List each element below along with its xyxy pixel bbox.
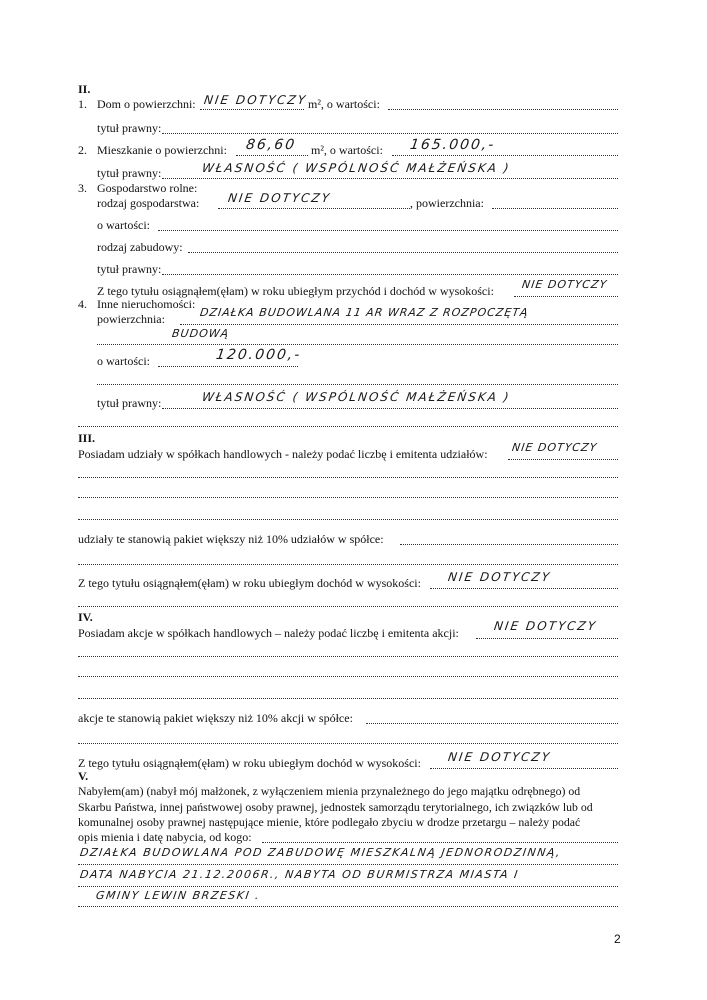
other-area-label: powierzchnia:: [97, 312, 165, 326]
flat-value-line: [392, 155, 618, 156]
other-area-value-2[interactable]: BUDOWĄ: [171, 327, 231, 340]
stocks-line: [476, 638, 618, 639]
acquired-line-2: [78, 864, 618, 865]
section-4-heading: IV.: [78, 610, 93, 624]
item-2-number: 2.: [78, 143, 87, 157]
other-value-line-2[interactable]: [97, 384, 618, 385]
acquired-answer-3[interactable]: GMINY LEWIN BRZESKI .: [95, 889, 262, 902]
stocks-over10-line-2[interactable]: [78, 743, 618, 744]
acquired-line-1[interactable]: [262, 842, 618, 843]
shares-label: Posiadam udziały w spółkach handlowych - należy podać liczbę i emitenta udziałów:: [78, 447, 488, 461]
section-5-heading: V.: [78, 769, 89, 783]
stocks-line-3[interactable]: [78, 676, 618, 677]
flat-area-label: Mieszkanie o powierzchni:: [97, 143, 227, 157]
farm-label: Gospodarstwo rolne:: [97, 181, 198, 195]
house-title-line[interactable]: [162, 133, 618, 134]
house-unit-label: m², o wartości:: [308, 97, 380, 111]
shares-income-value[interactable]: NIE DOTYCZY: [447, 570, 552, 584]
stocks-income-value[interactable]: NIE DOTYCZY: [447, 750, 552, 764]
shares-income-line: [430, 588, 618, 589]
shares-line-2[interactable]: [78, 477, 618, 478]
stocks-over10-line[interactable]: [366, 723, 618, 724]
farm-title-label: tytuł prawny:: [97, 262, 162, 276]
section-2-heading: II.: [78, 82, 91, 96]
stocks-over10-label: akcje te stanowią pakiet większy niż 10% akcji w spółce:: [78, 711, 353, 725]
farm-building-line[interactable]: [188, 252, 618, 253]
stocks-line-2[interactable]: [78, 656, 618, 657]
flat-title-label: tytuł prawny:: [97, 166, 162, 180]
item-1-number: 1.: [78, 97, 87, 111]
flat-value[interactable]: 165.000,-: [408, 137, 497, 153]
acquired-text-4: opis mienia i datę nabycia, od kogo:: [78, 830, 252, 844]
shares-value[interactable]: NIE DOTYCZY: [511, 441, 599, 454]
shares-line: [508, 459, 618, 460]
other-area-line: [180, 324, 618, 325]
acquired-text-2: Skarbu Państwa, innej państwowej osoby prawnej, jednostek samorządu terytorialnego, ich związków lub od: [78, 800, 593, 814]
farm-income-value[interactable]: NIE DOTYCZY: [521, 278, 609, 291]
farm-area-line[interactable]: [492, 208, 618, 209]
shares-over10-label: udziały te stanowią pakiet większy niż 10% udziałów w spółce:: [78, 532, 384, 546]
stocks-label: Posiadam akcje w spółkach handlowych – należy podać liczbę i emitenta akcji:: [78, 626, 459, 640]
other-property-label: Inne nieruchomości:: [97, 297, 196, 311]
other-title-label: tytuł prawny:: [97, 396, 162, 410]
shares-over10-line[interactable]: [400, 544, 618, 545]
acquired-answer-1[interactable]: DZIAŁKA BUDOWLANA POD ZABUDOWĘ MIESZKALNĄ JEDNORODZINNĄ,: [79, 846, 563, 859]
farm-type-label: rodzaj gospodarstwa:: [97, 196, 200, 210]
item-3-number: 3.: [78, 181, 87, 195]
stocks-line-4[interactable]: [78, 698, 618, 699]
house-area-value[interactable]: NIE DOTYCZY: [203, 93, 308, 107]
section-3-end-line: [78, 606, 618, 607]
house-area-label: Dom o powierzchni:: [97, 97, 196, 111]
shares-line-4[interactable]: [78, 519, 618, 520]
farm-building-label: rodzaj zabudowy:: [97, 240, 183, 254]
section-2-end-line: [78, 426, 618, 427]
other-area-line-2: [97, 344, 618, 345]
item-4-number: 4.: [78, 297, 87, 311]
other-title-line: [162, 408, 618, 409]
acquired-text-1: Nabyłem(am) (nabył mój małżonek, z wyłączeniem mienia przynależnego do jego majątku odrębnego) od: [78, 784, 581, 798]
farm-value-label: o wartości:: [97, 218, 150, 232]
flat-title-value[interactable]: WŁASNOŚĆ ( WSPÓLNOŚĆ MAŁŻEŃSKA ): [201, 161, 512, 175]
flat-area-line: [236, 155, 308, 156]
acquired-line-3: [78, 886, 618, 887]
page-number: 2: [614, 932, 621, 946]
stocks-income-label: Z tego tytułu osiągnąłem(ęłam) w roku ubiegłym dochód w wysokości:: [78, 756, 421, 770]
farm-type-line: [218, 208, 410, 209]
acquired-line-4: [78, 906, 618, 907]
house-area-line: [200, 109, 304, 110]
farm-income-line: [514, 296, 618, 297]
shares-income-label: Z tego tytułu osiągnąłem(ęłam) w roku ubiegłym dochód w wysokości:: [78, 576, 421, 590]
acquired-answer-2[interactable]: DATA NABYCIA 21.12.2006R., NABYTA OD BURMISTRZA MIASTA I: [79, 868, 520, 881]
other-area-value-1[interactable]: DZIAŁKA BUDOWLANA 11 AR WRAZ Z ROZPOCZĘTĄ: [199, 306, 530, 319]
farm-title-line[interactable]: [162, 274, 618, 275]
other-value[interactable]: 120.000,-: [214, 347, 303, 363]
farm-type-value[interactable]: NIE DOTYCZY: [227, 191, 332, 205]
other-value-label: o wartości:: [97, 354, 150, 368]
flat-area-value[interactable]: 86,60: [244, 137, 298, 153]
house-value-line[interactable]: [388, 109, 618, 110]
house-title-label: tytuł prawny:: [97, 121, 162, 135]
farm-area-label: , powierzchnia:: [410, 196, 484, 210]
shares-line-3[interactable]: [78, 497, 618, 498]
flat-unit-label: m², o wartości:: [311, 143, 383, 157]
section-3-heading: III.: [78, 431, 96, 445]
other-value-line: [158, 366, 298, 367]
farm-value-line[interactable]: [158, 230, 618, 231]
flat-title-line: [162, 178, 618, 179]
stocks-value[interactable]: NIE DOTYCZY: [493, 619, 598, 633]
other-title-value[interactable]: WŁASNOŚĆ ( WSPÓLNOŚĆ MAŁŻEŃSKA ): [201, 390, 512, 404]
shares-over10-line-2[interactable]: [78, 564, 618, 565]
acquired-text-3: komunalnej osoby prawnej następujące mienie, które podlegało zbyciu w drodze przetargu – należy podać: [78, 815, 581, 829]
stocks-income-line: [430, 768, 618, 769]
farm-income-label: Z tego tytułu osiągnąłem(ęłam) w roku ubiegłym przychód i dochód w wysokości:: [97, 284, 494, 298]
